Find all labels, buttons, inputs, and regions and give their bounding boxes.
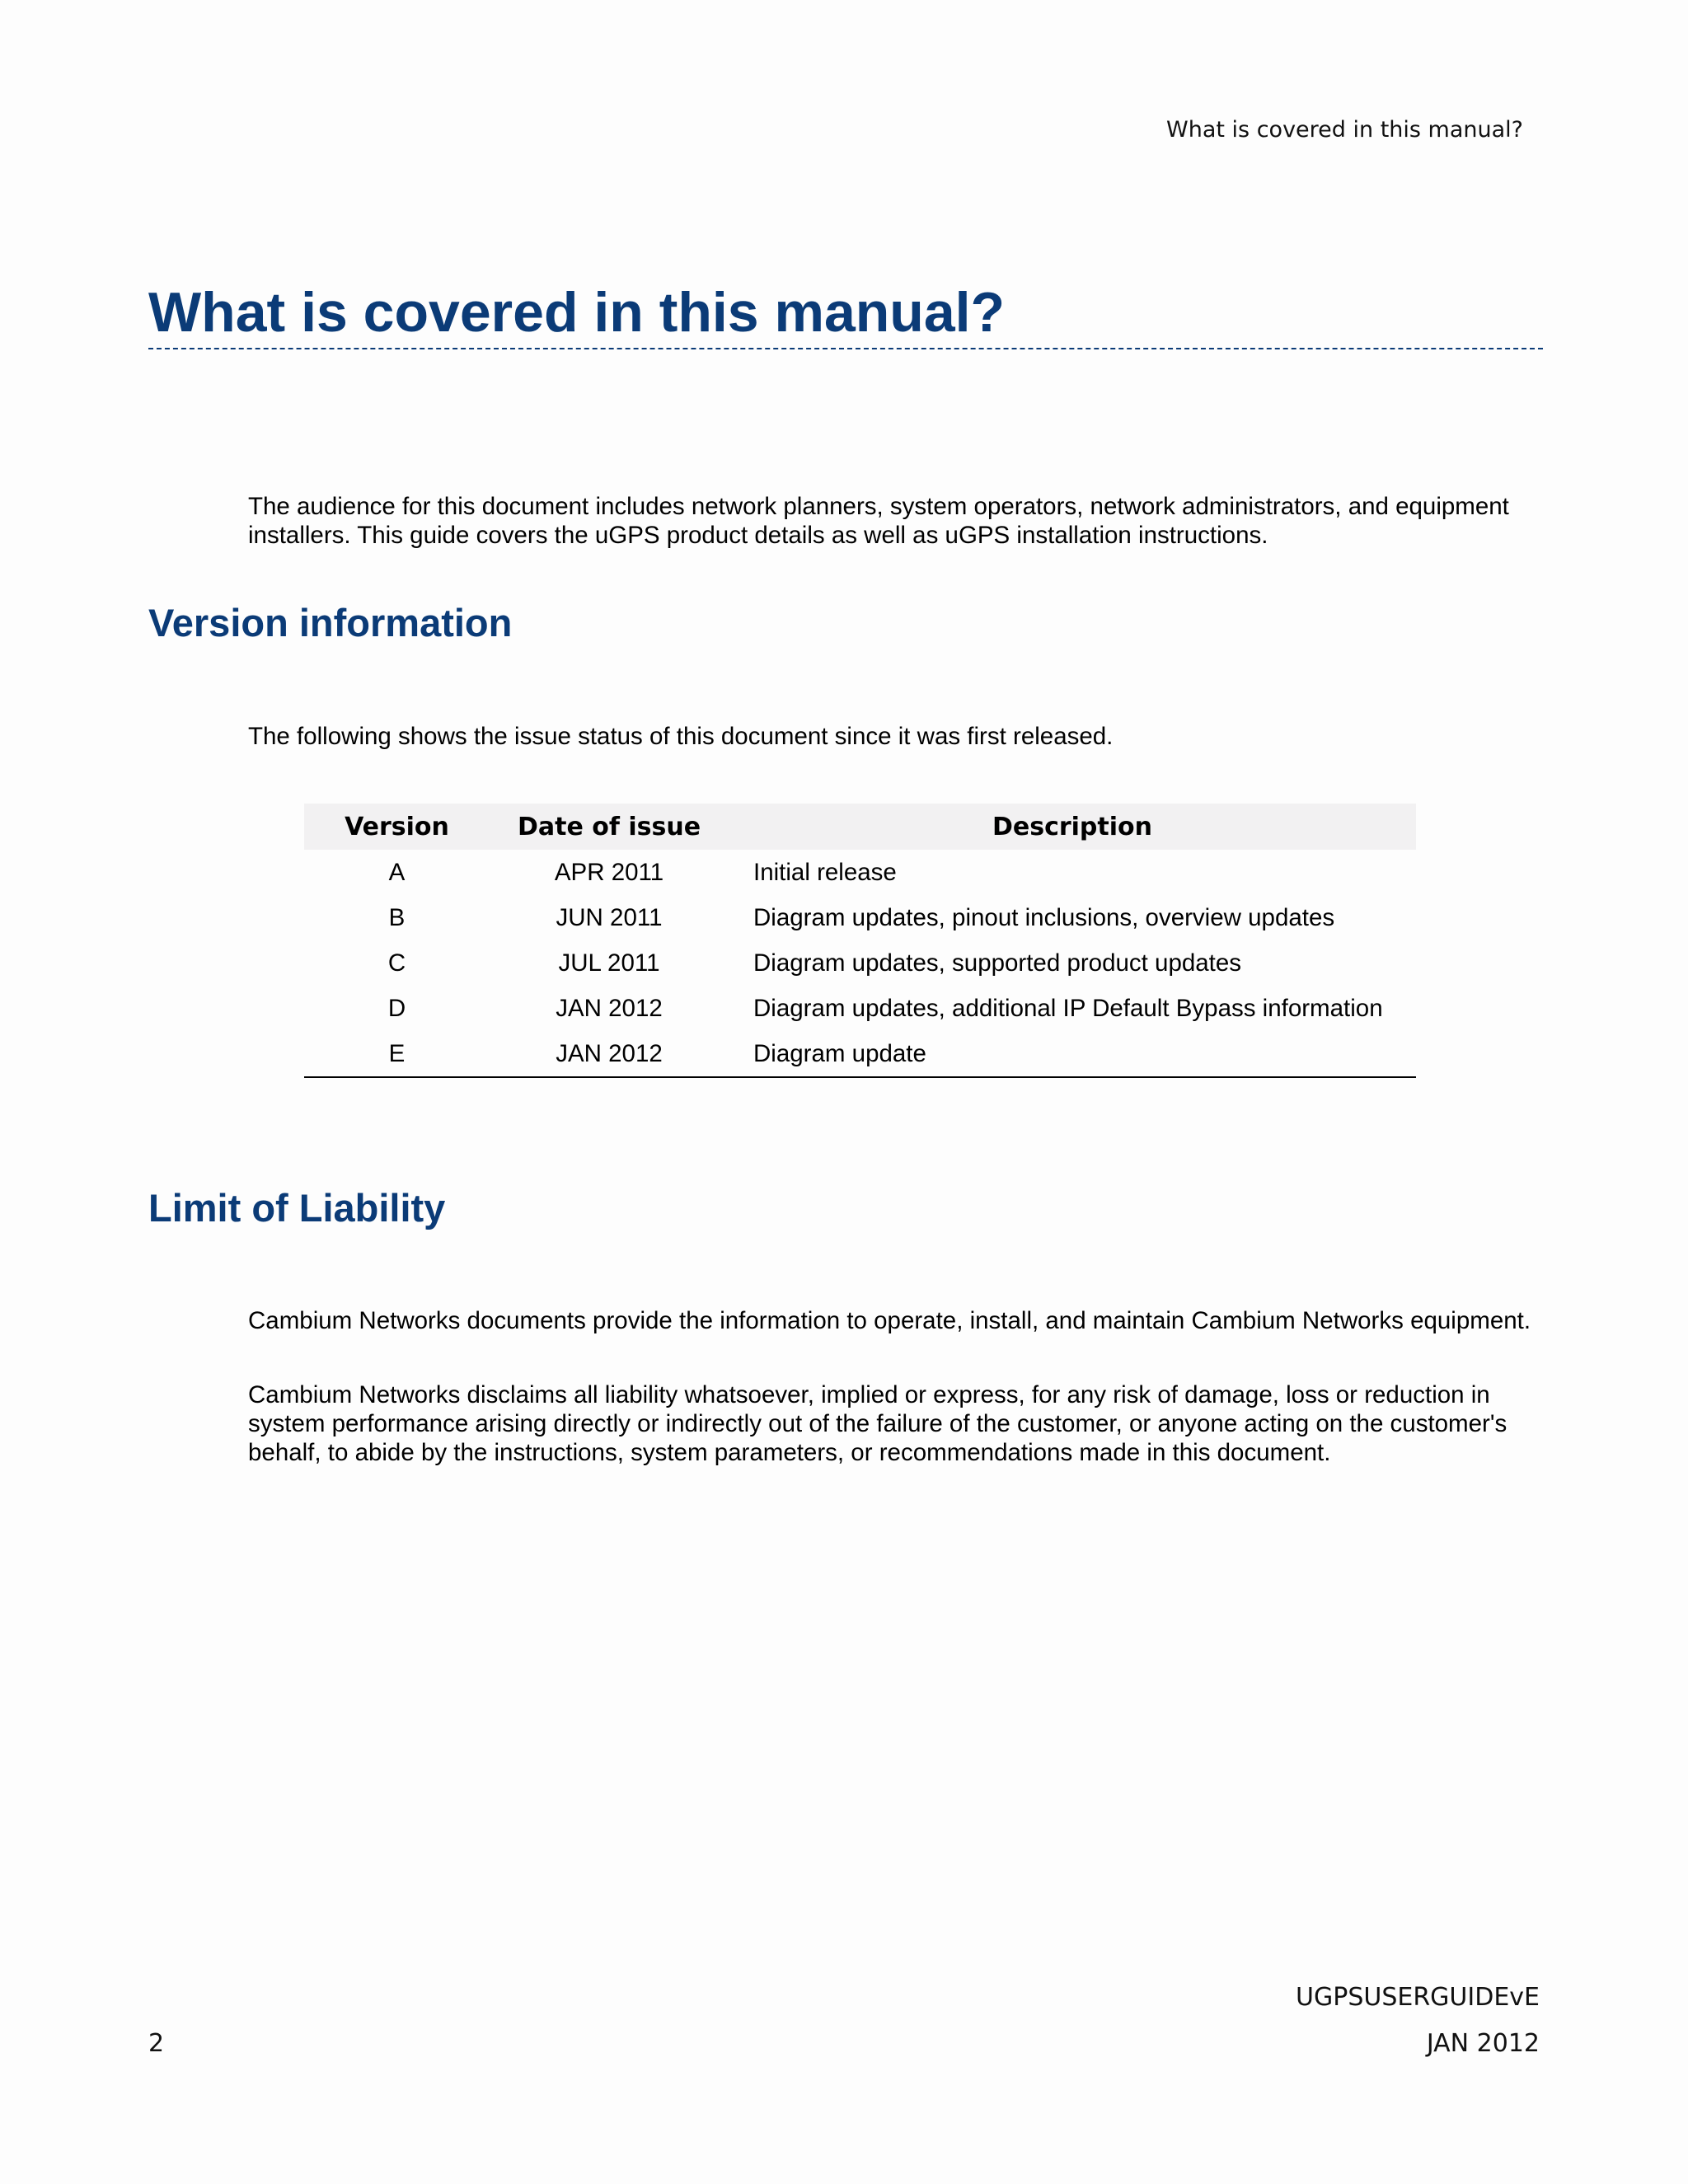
version-cell: A xyxy=(388,858,406,886)
version-table xyxy=(304,804,1416,1078)
version-cell: C xyxy=(387,949,406,977)
date-cell: JAN 2012 xyxy=(556,994,663,1022)
table-row xyxy=(304,986,1416,1031)
liability-paragraph-1: Cambium Networks documents provide the information to operate, install, and maintain Cambium Networks equipment. xyxy=(248,1307,1531,1334)
table-row xyxy=(304,850,1416,895)
page-number: 2 xyxy=(148,2029,165,2058)
date-cell: APR 2011 xyxy=(554,858,664,886)
intro-paragraph: The audience for this document includes network planners, system operators, network administrators, and equipment installers. This guide covers the uGPS product details as well as uGPS installation instructions. xyxy=(248,493,1509,549)
description-cell: Diagram updates, pinout inclusions, overview updates xyxy=(753,903,1335,931)
page-title: What is covered in this manual? xyxy=(148,280,1543,349)
version-cell: B xyxy=(388,903,406,931)
date-cell: JUL 2011 xyxy=(558,949,660,977)
version-intro-text: The following shows the issue status of this document since it was first released. xyxy=(248,723,1114,750)
table-row xyxy=(304,940,1416,986)
limit-of-liability-heading: Limit of Liability xyxy=(148,1186,446,1230)
description-cell: Diagram updates, additional IP Default Bypass information xyxy=(753,994,1383,1022)
document-id: UGPSUSERGUIDEvE xyxy=(1296,1983,1540,2012)
description-cell: Diagram update xyxy=(729,1031,1416,1077)
version-cell: E xyxy=(304,1031,490,1077)
document-date: JAN 2012 xyxy=(1426,2029,1540,2058)
running-header: What is covered in this manual? xyxy=(1166,117,1523,143)
header-description: Description xyxy=(729,804,1416,850)
date-cell: JUN 2011 xyxy=(556,903,663,931)
header-version: Version xyxy=(304,804,490,850)
table-row xyxy=(304,1031,1416,1077)
version-cell: D xyxy=(387,994,406,1022)
description-cell: Initial release xyxy=(753,858,897,886)
liability-paragraph-2: Cambium Networks disclaims all liability whatsoever, implied or express, for any risk of damage, loss or reduction in system performance arising directly or indirectly out of the failure of the customer, or anyone acting on the customer's behalf, to abide by the instructions, system parameters, or recommendations made in this document. xyxy=(248,1381,1507,1466)
version-information-heading: Version information xyxy=(148,601,513,644)
table-header-row xyxy=(304,804,1416,850)
date-cell: JAN 2012 xyxy=(490,1031,729,1077)
header-date-of-issue: Date of issue xyxy=(490,804,729,850)
table-row xyxy=(304,895,1416,940)
description-cell: Diagram updates, supported product updates xyxy=(753,949,1242,977)
